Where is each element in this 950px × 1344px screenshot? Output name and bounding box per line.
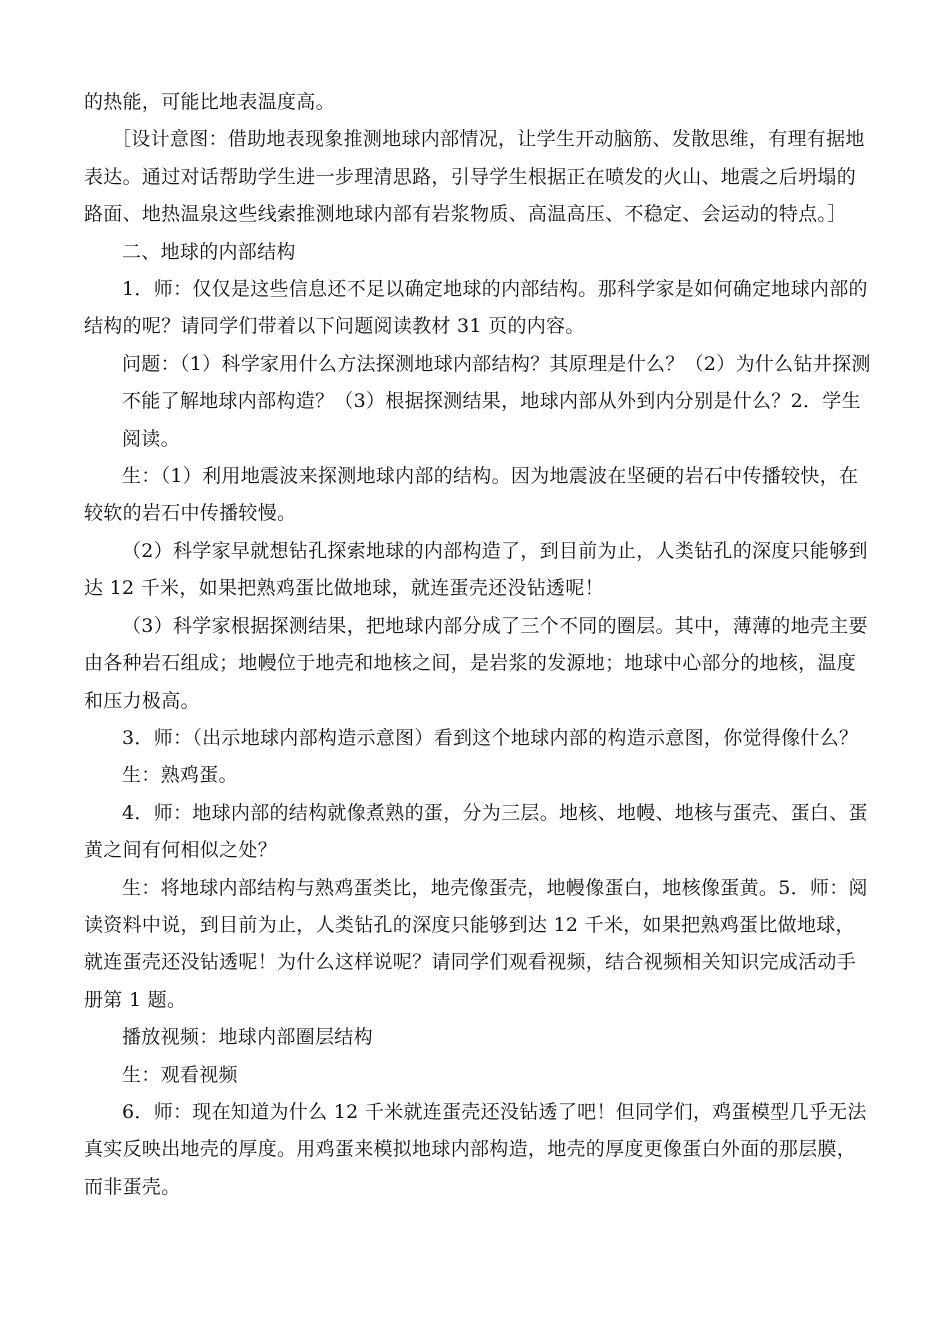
paragraph-continuation: 的热能，可能比地表温度高。 [84,91,335,113]
paragraph-questions: 问题：（1）科学家用什么方法探测地球内部结构？其原理是什么？（2）为什么钻井探测不能了解地球内部构造？（3）根据探测结果，地球内部从外到内分别是什么？2．学生阅读。 [122,352,871,450]
paragraph-teacher-3: 3．师：（出示地球内部构造示意图）看到这个地球内部的构造示意图，你觉得像什么？ [122,726,859,749]
paragraph-student-answer-2: （2）科学家早就想钻孔探索地球的内部构造了，到目前为止，人类钻孔的深度只能够到达 12 千米，如果把熟鸡蛋比做地球，就连蛋壳还没钻透呢！ [84,539,868,600]
paragraph-watch-video: 生：观看视频 [122,1063,238,1086]
paragraph-play-video: 播放视频：地球内部圈层结构 [122,1026,373,1049]
paragraph-student-answer-3: （3）科学家根据探测结果，把地球内部分成了三个不同的圈层。其中，薄薄的地壳主要由各种岩石组成；地幔位于地壳和地核之间，是岩浆的发源地；地球中心部分的地核，温度和压力极高。 [84,614,868,712]
paragraph-student-analogy: 生：将地球内部结构与熟鸡蛋类比，地壳像蛋壳，地幔像蛋白，地核像蛋黄。5．师：阅读资料中说，到目前为止，人类钻孔的深度只能够到达 12 千米，如果把熟鸡蛋比做地球，就连蛋壳还没钻透呢！为什么这样说呢？请同学们观看视频，结合视频相关知识完成活动手册第 1 题。 [84,876,868,1011]
paragraph-student-answer-1: 生：（1）利用地震波来探测地球内部的结构。因为地震波在坚硬的岩石中传播较快，在较软的岩石中传播较慢。 [84,465,859,525]
paragraph-teacher-4: 4．师：地球内部的结构就像煮熟的蛋，分为三层。地核、地幔、地核与蛋壳、蛋白、蛋黄之间有何相似之处？ [84,801,868,862]
design-intent-note: ［设计意图：借助地表现象推测地球内部情况，让学生开动脑筋、发散思维，有理有据地表达。通过对话帮助学生进一步理清思路，引导学生根据正在喷发的火山、地震之后坍塌的路面、地热温泉这些线索推测地球内部有岩浆物质、高温高压、不稳定、会运动的特点。］ [84,128,865,226]
section-heading: 二、地球的内部结构 [122,240,296,263]
document-page [84,84,874,1206]
paragraph-teacher-1: 1．师：仅仅是这些信息还不足以确定地球的内部结构。那科学家是如何确定地球内部的结构的呢？请同学们带着以下问题阅读教材 31 页的内容。 [84,278,868,338]
paragraph-teacher-6: 6．师：现在知道为什么 12 千米就连蛋壳还没钻透了吧！但同学们，鸡蛋模型几乎无法真实反映出地壳的厚度。用鸡蛋来模拟地球内部构造，地壳的厚度更像蛋白外面的那层膜，而非蛋壳。 [84,1100,867,1198]
paragraph-student-reply: 生：熟鸡蛋。 [122,764,238,787]
